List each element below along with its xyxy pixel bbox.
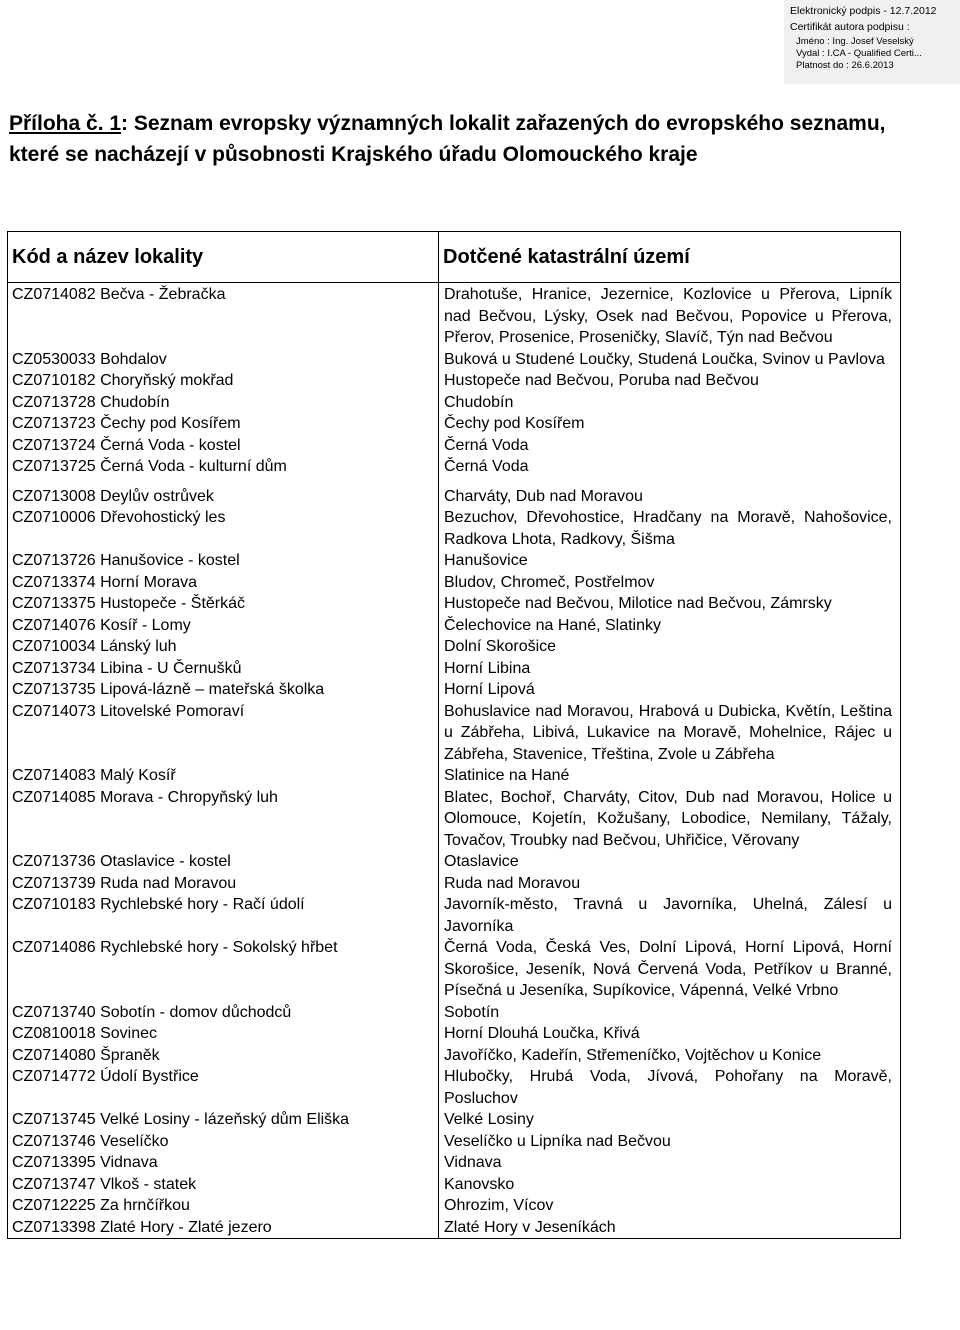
table-row — [8, 679, 901, 701]
table-row — [8, 1131, 901, 1153]
site-name: Malý Kosíř — [100, 767, 176, 784]
table-row — [8, 283, 901, 349]
table-row — [8, 937, 901, 1002]
site-name: Morava - Chropyňský luh — [100, 788, 278, 806]
table-row — [8, 435, 901, 457]
table-row — [8, 1195, 901, 1217]
site-cell — [8, 1174, 439, 1196]
page-title — [9, 108, 909, 170]
site-name: Vidnava — [100, 1154, 158, 1171]
site-cell — [8, 615, 439, 637]
site-name: Sobotín - domov důchodců — [100, 1003, 292, 1021]
table-header-row — [8, 232, 901, 283]
site-cell — [8, 787, 439, 852]
table-row — [8, 392, 901, 414]
cadastral-area-cell: Bludov, Chromeč, Postřelmov — [444, 573, 655, 591]
site-code: CZ0710183 — [12, 896, 96, 913]
cadastral-area-cell: Kanovsko — [444, 1175, 515, 1193]
site-cell — [8, 413, 439, 435]
electronic-signature-box — [784, 0, 960, 84]
cadastral-area-cell: Hanušovice — [444, 552, 528, 569]
site-name: Chudobín — [100, 393, 170, 411]
site-name: Hanušovice - kostel — [100, 552, 240, 569]
site-cell — [8, 1002, 439, 1024]
site-cell — [8, 701, 439, 766]
table-row — [8, 1217, 901, 1239]
site-name: Kosíř - Lomy — [100, 616, 191, 634]
cadastral-area-cell: Otaslavice — [444, 853, 519, 870]
site-cell — [8, 1045, 439, 1067]
site-name: Libina - U Černušků — [100, 659, 242, 677]
site-name: Lánský luh — [100, 638, 177, 655]
site-code: CZ0714085 — [12, 788, 96, 806]
cadastral-area-cell: Hustopeče nad Bečvou, Milotice nad Bečvou, Zámrsky — [444, 595, 832, 612]
site-code: CZ0710006 — [12, 509, 96, 526]
site-cell — [8, 478, 439, 508]
site-code: CZ0713724 — [12, 436, 96, 454]
site-code: CZ0714083 — [12, 767, 96, 784]
table-row — [8, 1152, 901, 1174]
site-name: Horní Morava — [100, 573, 197, 591]
signature-validity: Platnost do : 26.6.2013 — [796, 60, 894, 71]
site-code: CZ0713725 — [12, 458, 96, 475]
site-cell — [8, 1109, 439, 1131]
site-code: CZ0713740 — [12, 1003, 96, 1021]
cadastral-area-cell: Horní Dlouhá Loučka, Křivá — [444, 1025, 640, 1042]
table-row — [8, 550, 901, 572]
site-cell — [8, 658, 439, 680]
header-site-code-name: Kód a název lokality — [8, 232, 439, 283]
site-code: CZ0713375 — [12, 595, 96, 612]
site-code: CZ0714082 — [12, 286, 96, 303]
site-name: Vlkoš - statek — [100, 1175, 197, 1193]
title-annex-label: Příloha č. 1 — [9, 112, 122, 135]
header-cadastral-area: Dotčené katastrální území — [439, 232, 901, 283]
table-row — [8, 593, 901, 615]
site-cell — [8, 593, 439, 615]
site-name: Veselíčko — [100, 1132, 169, 1150]
table-row — [8, 701, 901, 766]
table-row — [8, 1174, 901, 1196]
cadastral-area-cell: Bezuchov, Dřevohostice, Hradčany na Moravě, Nahošovice, Radkova Lhota, Radkovy, Šišma — [444, 509, 892, 548]
signature-certificate-label: Certifikát autora podpisu : — [790, 21, 910, 33]
site-cell — [8, 1217, 439, 1239]
table-row — [8, 1109, 901, 1131]
site-code: CZ0713736 — [12, 853, 96, 870]
signature-date: Elektronický podpis - 12.7.2012 — [790, 5, 937, 17]
table-row — [8, 873, 901, 895]
cadastral-area-cell: Velké Losiny — [444, 1111, 534, 1128]
site-name: Choryňský mokřad — [100, 372, 234, 389]
site-cell — [8, 937, 439, 1002]
cadastral-area-cell: Sobotín — [444, 1003, 500, 1021]
site-cell — [8, 636, 439, 658]
cadastral-area-cell: Veselíčko u Lipníka nad Bečvou — [444, 1132, 671, 1150]
table-body — [8, 283, 901, 1239]
table-row — [8, 787, 901, 852]
site-cell — [8, 550, 439, 572]
site-code: CZ0713374 — [12, 573, 96, 591]
table-row — [8, 507, 901, 550]
cadastral-area-cell: Charváty, Dub nad Moravou — [444, 487, 643, 505]
site-code: CZ0713726 — [12, 552, 96, 569]
cadastral-area-cell: Buková u Studené Loučky, Studená Loučka, Svinov u Pavlova — [444, 350, 885, 368]
signature-issuer: Vydal : I.CA - Qualified Certi... — [796, 48, 922, 59]
table-row — [8, 658, 901, 680]
site-code: CZ0714080 — [12, 1046, 96, 1064]
site-name: Deylův ostrůvek — [100, 487, 214, 505]
table-row — [8, 1002, 901, 1024]
site-cell — [8, 370, 439, 392]
cadastral-area-cell: Čelechovice na Hané, Slatinky — [444, 616, 662, 634]
site-code: CZ0710034 — [12, 638, 96, 655]
site-code: CZ0714772 — [12, 1068, 96, 1085]
site-name: Hustopeče - Štěrkáč — [100, 595, 246, 612]
site-cell — [8, 679, 439, 701]
table-row — [8, 572, 901, 594]
cadastral-area-cell: Dolní Skorošice — [444, 638, 557, 655]
table-row — [8, 349, 901, 371]
site-cell — [8, 894, 439, 937]
signature-name: Jméno : Ing. Josef Veselský — [796, 36, 914, 47]
site-code: CZ0713728 — [12, 393, 96, 411]
site-code: CZ0713746 — [12, 1132, 96, 1150]
cadastral-area-cell: Ohrozim, Vícov — [444, 1197, 554, 1214]
sites-table — [7, 231, 901, 1239]
site-cell — [8, 1066, 439, 1109]
site-name: Lipová-lázně – mateřská školka — [100, 681, 325, 698]
site-cell — [8, 765, 439, 787]
site-cell — [8, 1195, 439, 1217]
table-row — [8, 765, 901, 787]
site-code: CZ0713734 — [12, 659, 96, 677]
cadastral-area-cell: Chudobín — [444, 393, 514, 411]
site-code: CZ0713735 — [12, 681, 96, 698]
site-code: CZ0713398 — [12, 1218, 96, 1236]
site-name: Špraněk — [100, 1046, 160, 1064]
site-code: CZ0713395 — [12, 1154, 96, 1171]
site-name: Ruda nad Moravou — [100, 874, 237, 892]
site-name: Údolí Bystřice — [100, 1068, 199, 1085]
cadastral-area-cell: Slatinice na Hané — [444, 767, 570, 784]
site-cell — [8, 392, 439, 414]
cadastral-area-cell: Černá Voda, Česká Ves, Dolní Lipová, Horní Lipová, Horní Skorošice, Jeseník, Nová Červená Voda, Petříkov u Branné, Písečná u Jeseníka, Supíkovice, Vápenná, Velké Vrbno — [444, 939, 892, 999]
site-cell — [8, 1023, 439, 1045]
table-row — [8, 636, 901, 658]
site-cell — [8, 1152, 439, 1174]
site-code: CZ0714086 — [12, 939, 96, 956]
cadastral-area-cell: Blatec, Bochoř, Charváty, Citov, Dub nad Moravou, Holice u Olomouce, Kojetín, Kožušany, Lobodice, Nemilany, Tážaly, Tovačov, Troubky nad Bečvou, Uhřičice, Věrovany — [444, 788, 892, 849]
cadastral-area-cell: Bohuslavice nad Moravou, Hrabová u Dubicka, Květín, Leština u Zábřeha, Libivá, Lukavice na Moravě, Mohelnice, Rájec u Zábřeha, Stavenice, Třeština, Zvole u Zábřeha — [444, 702, 892, 763]
table-row — [8, 1066, 901, 1109]
cadastral-area-cell: Čechy pod Kosířem — [444, 415, 585, 432]
table-row — [8, 456, 901, 478]
site-cell — [8, 851, 439, 873]
site-code: CZ0714076 — [12, 616, 96, 634]
site-name: Litovelské Pomoraví — [100, 702, 245, 720]
site-cell — [8, 435, 439, 457]
table-row — [8, 894, 901, 937]
site-cell — [8, 1131, 439, 1153]
table-row — [8, 1023, 901, 1045]
cadastral-area-cell: Černá Voda — [444, 436, 529, 454]
site-code: CZ0712225 — [12, 1197, 96, 1214]
site-code: CZ0713745 — [12, 1111, 96, 1128]
cadastral-area-cell: Horní Lipová — [444, 681, 535, 698]
site-name: Zlaté Hory - Zlaté jezero — [100, 1218, 272, 1236]
site-code: CZ0714073 — [12, 702, 96, 720]
cadastral-area-cell: Drahotuše, Hranice, Jezernice, Kozlovice u Přerova, Lipník nad Bečvou, Lýsky, Osek nad Bečvou, Popovice u Přerova, Přerov, Prosenice, Proseničky, Slavíč, Týn nad Bečvou — [444, 286, 892, 346]
site-code: CZ0713723 — [12, 415, 96, 432]
table-row — [8, 478, 901, 508]
site-code: CZ0810018 — [12, 1025, 96, 1042]
site-name: Bohdalov — [100, 350, 167, 368]
cadastral-area-cell: Vidnava — [444, 1154, 502, 1171]
site-code: CZ0713747 — [12, 1175, 96, 1193]
site-name: Černá Voda - kostel — [100, 436, 241, 454]
site-name: Otaslavice - kostel — [100, 853, 231, 870]
table-row — [8, 413, 901, 435]
site-code: CZ0530033 — [12, 350, 96, 368]
site-name: Dřevohostický les — [100, 509, 226, 526]
site-name: Rychlebské hory - Račí údolí — [100, 896, 305, 913]
table-row — [8, 615, 901, 637]
site-name: Za hrnčířkou — [100, 1197, 190, 1214]
site-cell — [8, 572, 439, 594]
site-cell — [8, 456, 439, 478]
cadastral-area-cell: Hustopeče nad Bečvou, Poruba nad Bečvou — [444, 372, 759, 389]
site-name: Sovinec — [100, 1025, 157, 1042]
cadastral-area-cell: Javoříčko, Kadeřín, Střemeníčko, Vojtěchov u Konice — [444, 1046, 822, 1064]
site-code: CZ0713739 — [12, 874, 96, 892]
cadastral-area-cell: Horní Libina — [444, 659, 531, 677]
site-cell — [8, 873, 439, 895]
table-row — [8, 370, 901, 392]
site-cell — [8, 349, 439, 371]
table-row — [8, 851, 901, 873]
cadastral-area-cell: Javorník-město, Travná u Javorníka, Uhelná, Zálesí u Javorníka — [444, 896, 892, 935]
title-text: : Seznam evropsky významných lokalit zařazených do evropského seznamu, které se nacházejí v působnosti Krajského úřadu Olomouckého kraje — [9, 112, 886, 166]
site-name: Bečva - Žebračka — [100, 286, 226, 303]
cadastral-area-cell: Zlaté Hory v Jeseníkách — [444, 1218, 616, 1236]
site-code: CZ0713008 — [12, 487, 96, 505]
site-name: Čechy pod Kosířem — [100, 415, 241, 432]
site-code: CZ0710182 — [12, 372, 96, 389]
site-cell — [8, 507, 439, 550]
site-name: Velké Losiny - lázeňský dům Eliška — [100, 1111, 350, 1128]
cadastral-area-cell: Ruda nad Moravou — [444, 874, 581, 892]
site-name: Černá Voda - kulturní dům — [100, 458, 287, 475]
table-row — [8, 1045, 901, 1067]
site-name: Rychlebské hory - Sokolský hřbet — [100, 939, 338, 956]
site-cell — [8, 283, 439, 349]
cadastral-area-cell: Černá Voda — [444, 458, 529, 475]
cadastral-area-cell: Hlubočky, Hrubá Voda, Jívová, Pohořany na Moravě, Posluchov — [444, 1068, 892, 1107]
